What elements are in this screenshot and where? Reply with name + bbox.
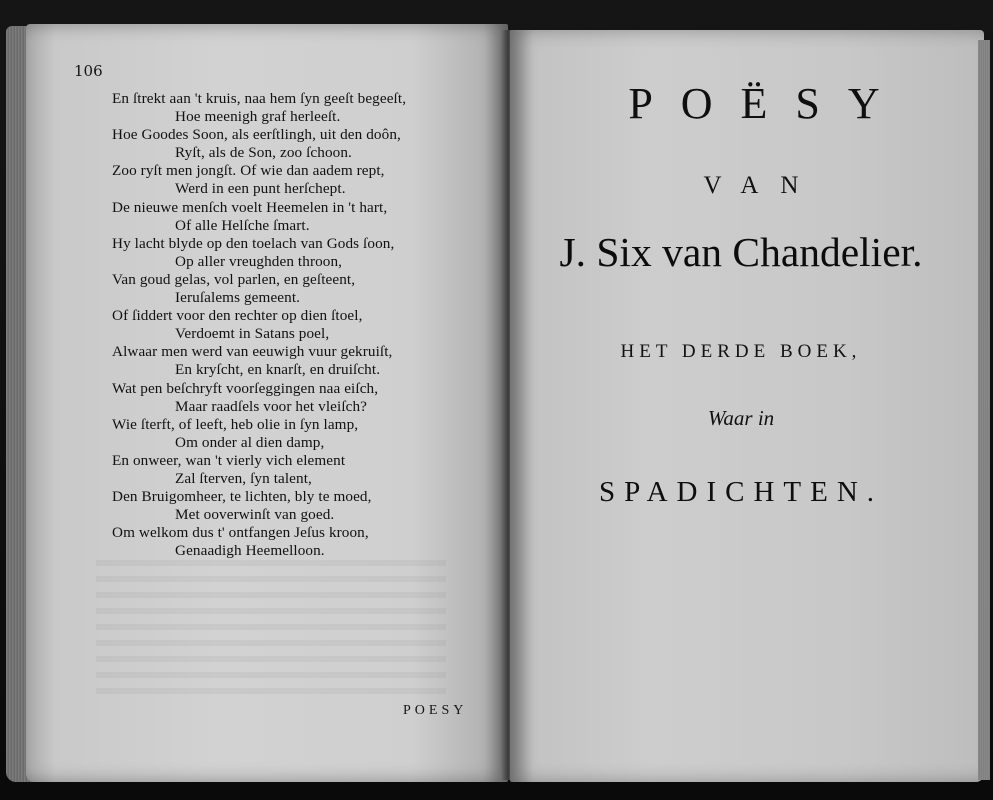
verse-line: Wie ſterft, of leeft, heb olie in ſyn lamp, <box>112 415 359 433</box>
verse-line: Alwaar men werd van eeuwigh vuur gekruiſt, <box>112 343 393 361</box>
verse-line: En onweer, wan 't vierly vich element <box>112 451 346 469</box>
poem-verses <box>112 90 492 560</box>
verse-line: Zoo ryſt men jongſt. Of wie dan aadem rept, <box>112 162 385 180</box>
verse-line: Om onder al dien damp, <box>175 433 325 451</box>
verse-line: En ſtrekt aan 't kruis, naa hem ſyn geeſt begeeſt, <box>112 90 407 107</box>
verse-line: Zal ſterven, ſyn talent, <box>175 469 312 487</box>
verse-line: Maar raadſels voor het vleiſch? <box>175 397 368 415</box>
verse-line: Ieruſalems gemeent. <box>175 289 301 307</box>
verse-line: Verdoemt in Satans poel, <box>175 325 330 343</box>
author-name: J. Six van Chandelier. <box>559 229 923 275</box>
book-heading: HET DERDE BOEK, <box>620 341 862 362</box>
verse-line: Of alle Helſche ſmart. <box>175 216 310 234</box>
verse-line: Hy lacht blyde op den toelach van Gods ſoon, <box>112 234 395 252</box>
verse-line: Hoe meenigh graf herleeſt. <box>175 108 341 126</box>
verse-line: Genaadigh Heemelloon. <box>175 542 325 560</box>
verse-line: Van goud gelas, vol parlen, en geſteent, <box>112 270 356 288</box>
verse-line: Werd in een punt herſchept. <box>175 180 346 198</box>
verse-line: Ryſt, als de Son, zoo ſchoon. <box>175 144 352 162</box>
subject-heading: SPADICHTEN. <box>598 476 884 508</box>
catchword: POESY <box>403 703 468 718</box>
verse-line: En kryſcht, en knarſt, en druiſcht. <box>175 361 381 379</box>
verse-line: Op aller vreughden throon, <box>175 252 343 270</box>
verse-line: Den Bruigomheer, te lichten, bly te moed, <box>112 488 372 506</box>
verse-line: Om welkom dus t' ontfangen Jeſus kroon, <box>112 524 369 542</box>
waar-in-line: Waar in <box>707 406 775 430</box>
page-number: 106 <box>74 62 103 80</box>
verse-line: Of ſiddert voor den rechter op dien ſtoel, <box>112 307 363 325</box>
verse-line: Wat pen beſchryft voorſeggingen naa eiſch, <box>112 379 379 397</box>
verse-line: Hoe Goodes Soon, als eerſtlingh, uit den doôn, <box>112 126 401 144</box>
title-poesy: POËSY <box>628 79 908 128</box>
verse-line: De nieuwe menſch voelt Heemelen in 't hart, <box>112 198 388 216</box>
right-page-edges <box>978 40 990 780</box>
verse-line: Met ooverwinſt van goed. <box>175 506 335 524</box>
title-van: VAN <box>703 172 821 199</box>
bleed-through-text <box>96 560 446 700</box>
